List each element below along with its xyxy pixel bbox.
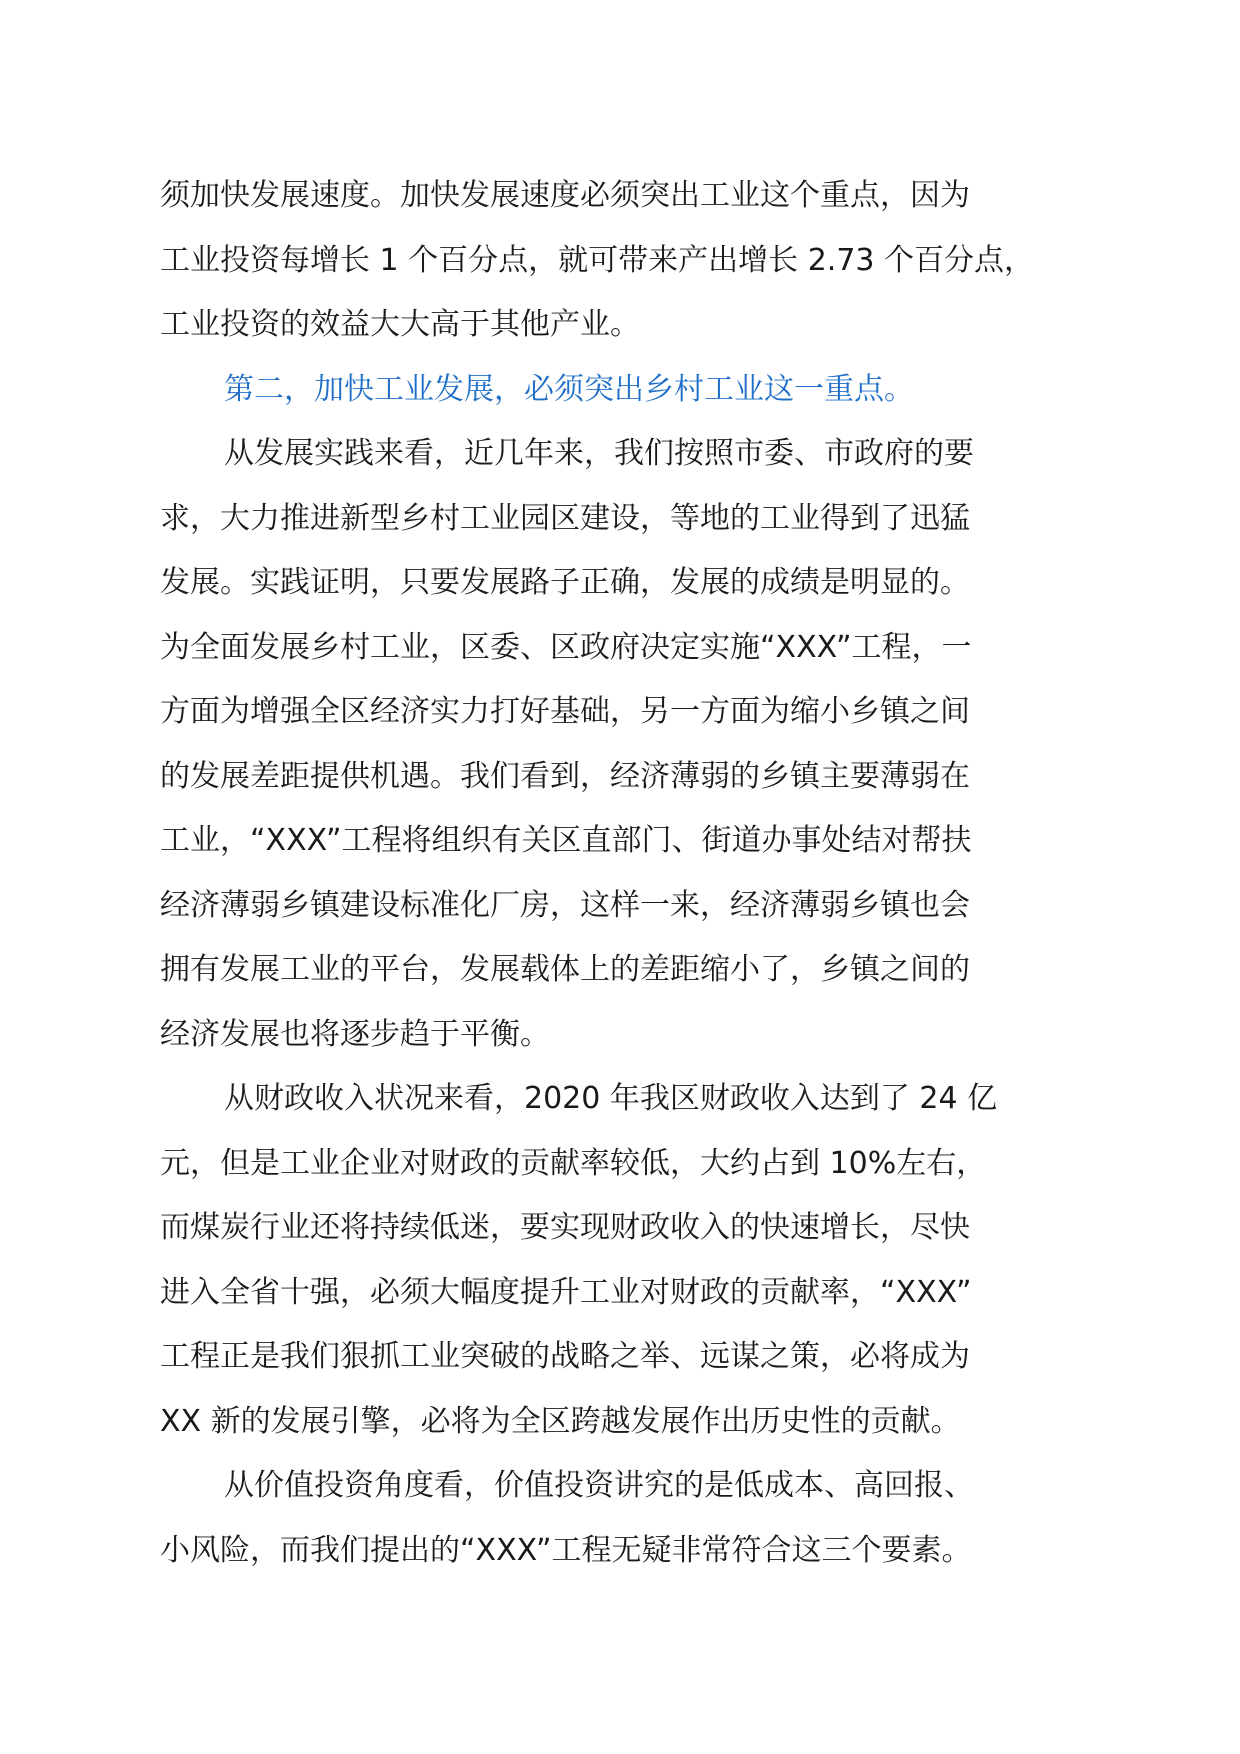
paragraph-line: 工程正是我们狠抓工业突破的战略之举、远谋之策，必将成为: [160, 1339, 970, 1374]
paragraph-line: 元，但是工业企业对财政的贡献率较低，大约占到 10%左右，: [160, 1145, 987, 1181]
paragraph-line: 从财政收入状况来看，2020 年我区财政收入达到了 24 亿: [224, 1081, 998, 1116]
section-heading: 第二，加快工业发展，必须突出乡村工业这一重点。: [224, 371, 914, 407]
paragraph-line: 从发展实践来看，近几年来，我们按照市委、市政府的要: [224, 436, 974, 471]
paragraph-line: 经济发展也将逐步趋于平衡。: [160, 1016, 550, 1052]
paragraph-line: 求，大力推进新型乡村工业园区建设，等地的工业得到了迅猛: [160, 500, 970, 536]
paragraph-line: 从价值投资角度看，价值投资讲究的是低成本、高回报、: [224, 1468, 974, 1503]
paragraph-line: XX 新的发展引擎，必将为全区跨越发展作出历史性的贡献。: [160, 1403, 961, 1439]
document-body: [160, 164, 1112, 1583]
paragraph-line: 经济薄弱乡镇建设标准化厂房，这样一来，经济薄弱乡镇也会: [160, 887, 970, 923]
paragraph-line: 进入全省十强，必须大幅度提升工业对财政的贡献率，“XXX”: [160, 1274, 972, 1310]
paragraph-line: 工业投资的效益大大高于其他产业。: [160, 307, 640, 342]
paragraph-line: 为全面发展乡村工业，区委、区政府决定实施“XXX”工程，一: [160, 629, 972, 665]
paragraph-line: 小风险，而我们提出的“XXX”工程无疑非常符合这三个要素。: [160, 1532, 972, 1568]
paragraph-line: 方面为增强全区经济实力打好基础，另一方面为缩小乡镇之间: [160, 694, 970, 729]
paragraph-line: 工业投资每增长 1 个百分点，就可带来产出增长 2.73 个百分点，: [160, 242, 1035, 278]
paragraph-line: 工业，“XXX”工程将组织有关区直部门、街道办事处结对帮扶: [160, 823, 972, 858]
paragraph-line: 发展。实践证明，只要发展路子正确，发展的成绩是明显的。: [160, 565, 970, 600]
paragraph-line: 须加快发展速度。加快发展速度必须突出工业这个重点，因为: [160, 178, 970, 213]
paragraph-line: 拥有发展工业的平台，发展载体上的差距缩小了，乡镇之间的: [160, 952, 970, 987]
paragraph-line: 而煤炭行业还将持续低迷，要实现财政收入的快速增长，尽快: [160, 1210, 970, 1245]
paragraph-line: 的发展差距提供机遇。我们看到，经济薄弱的乡镇主要薄弱在: [160, 758, 970, 794]
